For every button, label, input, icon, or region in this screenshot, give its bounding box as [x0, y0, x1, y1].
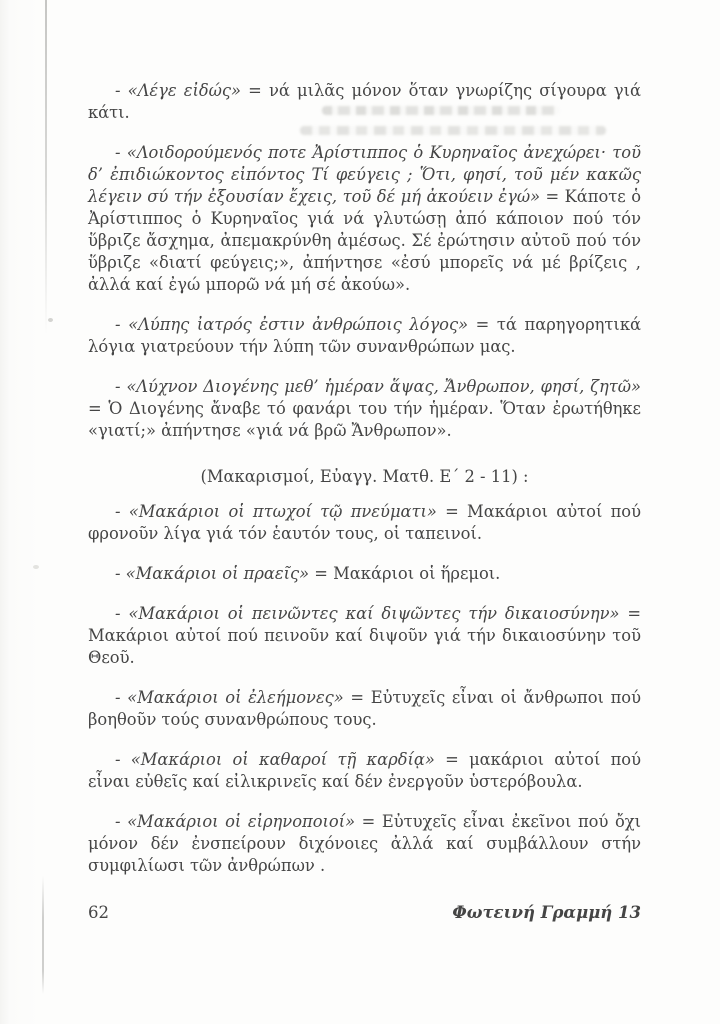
- paragraph: [88, 811, 641, 877]
- page-number: 62: [88, 903, 109, 922]
- explanation-text: = Μακάριοι αὐτοί πού πεινοῦν καί διψοῦν γιά τήν δικαιοσύνην τοῦ Θεοῦ.: [88, 604, 641, 667]
- paragraph: [88, 603, 641, 669]
- paragraph: [88, 376, 641, 442]
- explanation-text: = τά παρηγορητικά λόγια γιατρεύουν τήν λύπη τῶν συνανθρώπων μας.: [88, 315, 641, 356]
- quoted-phrase: - «Μακάριοι οἱ καθαροί τῇ καρδίᾳ»: [115, 750, 435, 769]
- paragraph: [88, 749, 641, 793]
- paragraph: [88, 314, 641, 358]
- explanation-text: = Μακάριοι οἱ ἥρεμοι.: [309, 564, 501, 583]
- explanation-text: = Κάποτε ὁ Ἀρίστιππος ὁ Κυρηναῖος γιά νά γλυτώσῃ ἀπό κάποιον πού τόν ὕβριζε ἄσχημα, ἀπεμακρύνθη ἀμέσως. Σέ ἐρώτησιν αὐτοῦ πού τόν ὕβριζε «διατί φεύγεις;», ἀπήντησε «ἐσύ μπορεῖς νά μέ βρίζεις , ἀλλά καί ἐγώ μπορῶ νά μή σέ ἀκούω».: [88, 187, 641, 294]
- quoted-phrase: - «Μακάριοι οἱ πραεῖς»: [115, 564, 310, 583]
- explanation-text: = μακάριοι αὐτοί πού εἶναι εὐθεῖς καί εἰλικρινεῖς καί δέν ἐνεργοῦν ὑστερόβουλα.: [88, 750, 642, 791]
- page-text-block: [88, 80, 641, 895]
- paragraph: [88, 80, 641, 124]
- paragraph: [88, 687, 641, 731]
- quoted-phrase: - «Λύχνον Διογένης μεθ’ ἡμέραν ἅψας, Ἄνθρωπον, φησί, ζητῶ»: [115, 377, 641, 396]
- running-title: Φωτεινή Γραμμή 13: [452, 903, 641, 922]
- scan-edge-line-top: [45, 0, 47, 335]
- quoted-phrase: - «Λέγε εἰδώς»: [115, 81, 242, 100]
- quoted-phrase: - «Λύπης ἰατρός ἐστιν ἀνθρώποις λόγος»: [115, 315, 469, 334]
- explanation-text: (Μακαρισμοί, Εὐαγγ. Ματθ. Ε΄ 2 - 11) :: [200, 467, 529, 486]
- paragraph: [88, 142, 641, 296]
- quoted-phrase: - «Λοιδορούμενός ποτε Ἀρίστιππος ὁ Κυρηναῖος ἀνεχώρει· τοῦ δ’ ἐπιδιώκοντος εἰπόντος Τί φεύγεις ; Ὅτι, φησί, τοῦ μέν κακῶς λέγειν σύ τήν ἐξουσίαν ἔχεις, τοῦ δέ μή ἀκούειν ἐγώ»: [88, 143, 641, 206]
- explanation-text: = Εὐτυχεῖς εἶναι ἐκεῖνοι πού ὄχι μόνον δέν ἐνσπείρουν διχόνοιες ἀλλά καί συμβάλλουν στήν συμφιλίωσι τῶν ἀνθρώπων .: [88, 812, 641, 875]
- quoted-phrase: - «Μακάριοι οἱ εἰρηνοποιοί»: [115, 812, 356, 831]
- paragraph: [88, 501, 641, 545]
- quoted-phrase: - «Μακάριοι οἱ ἐλεήμονες»: [115, 688, 344, 707]
- scan-speck: [48, 318, 53, 322]
- explanation-text: = Μακάριοι αὐτοί πού φρονοῦν λίγα γιά τόν ἑαυτόν τους, οἱ ταπεινοί.: [88, 502, 641, 543]
- page-footer: [88, 903, 641, 922]
- explanation-text: = Εὐτυχεῖς εἶναι οἱ ἄνθρωποι πού βοηθοῦν τούς συνανθρώπους τους.: [88, 688, 641, 729]
- explanation-text: = Ὁ Διογένης ἄναβε τό φανάρι του τήν ἡμέραν. Ὅταν ἐρωτήθηκε «γιατί;» ἀπήντησε «γιά νά βρῶ Ἄνθρωπον».: [88, 399, 641, 440]
- explanation-text: = νά μιλᾶς μόνον ὅταν γνωρίζης σίγουρα γιά κάτι.: [88, 81, 641, 122]
- scan-edge-line-bottom: [42, 876, 44, 994]
- paragraph: [88, 563, 641, 585]
- quoted-phrase: - «Μακάριοι οἱ πτωχοί τῷ πνεύματι»: [115, 502, 437, 521]
- quoted-phrase: - «Μακάριοι οἱ πεινῶντες καί διψῶντες τήν δικαιοσύνην»: [115, 604, 620, 623]
- section-heading: [88, 466, 641, 488]
- scan-speck: [33, 565, 39, 569]
